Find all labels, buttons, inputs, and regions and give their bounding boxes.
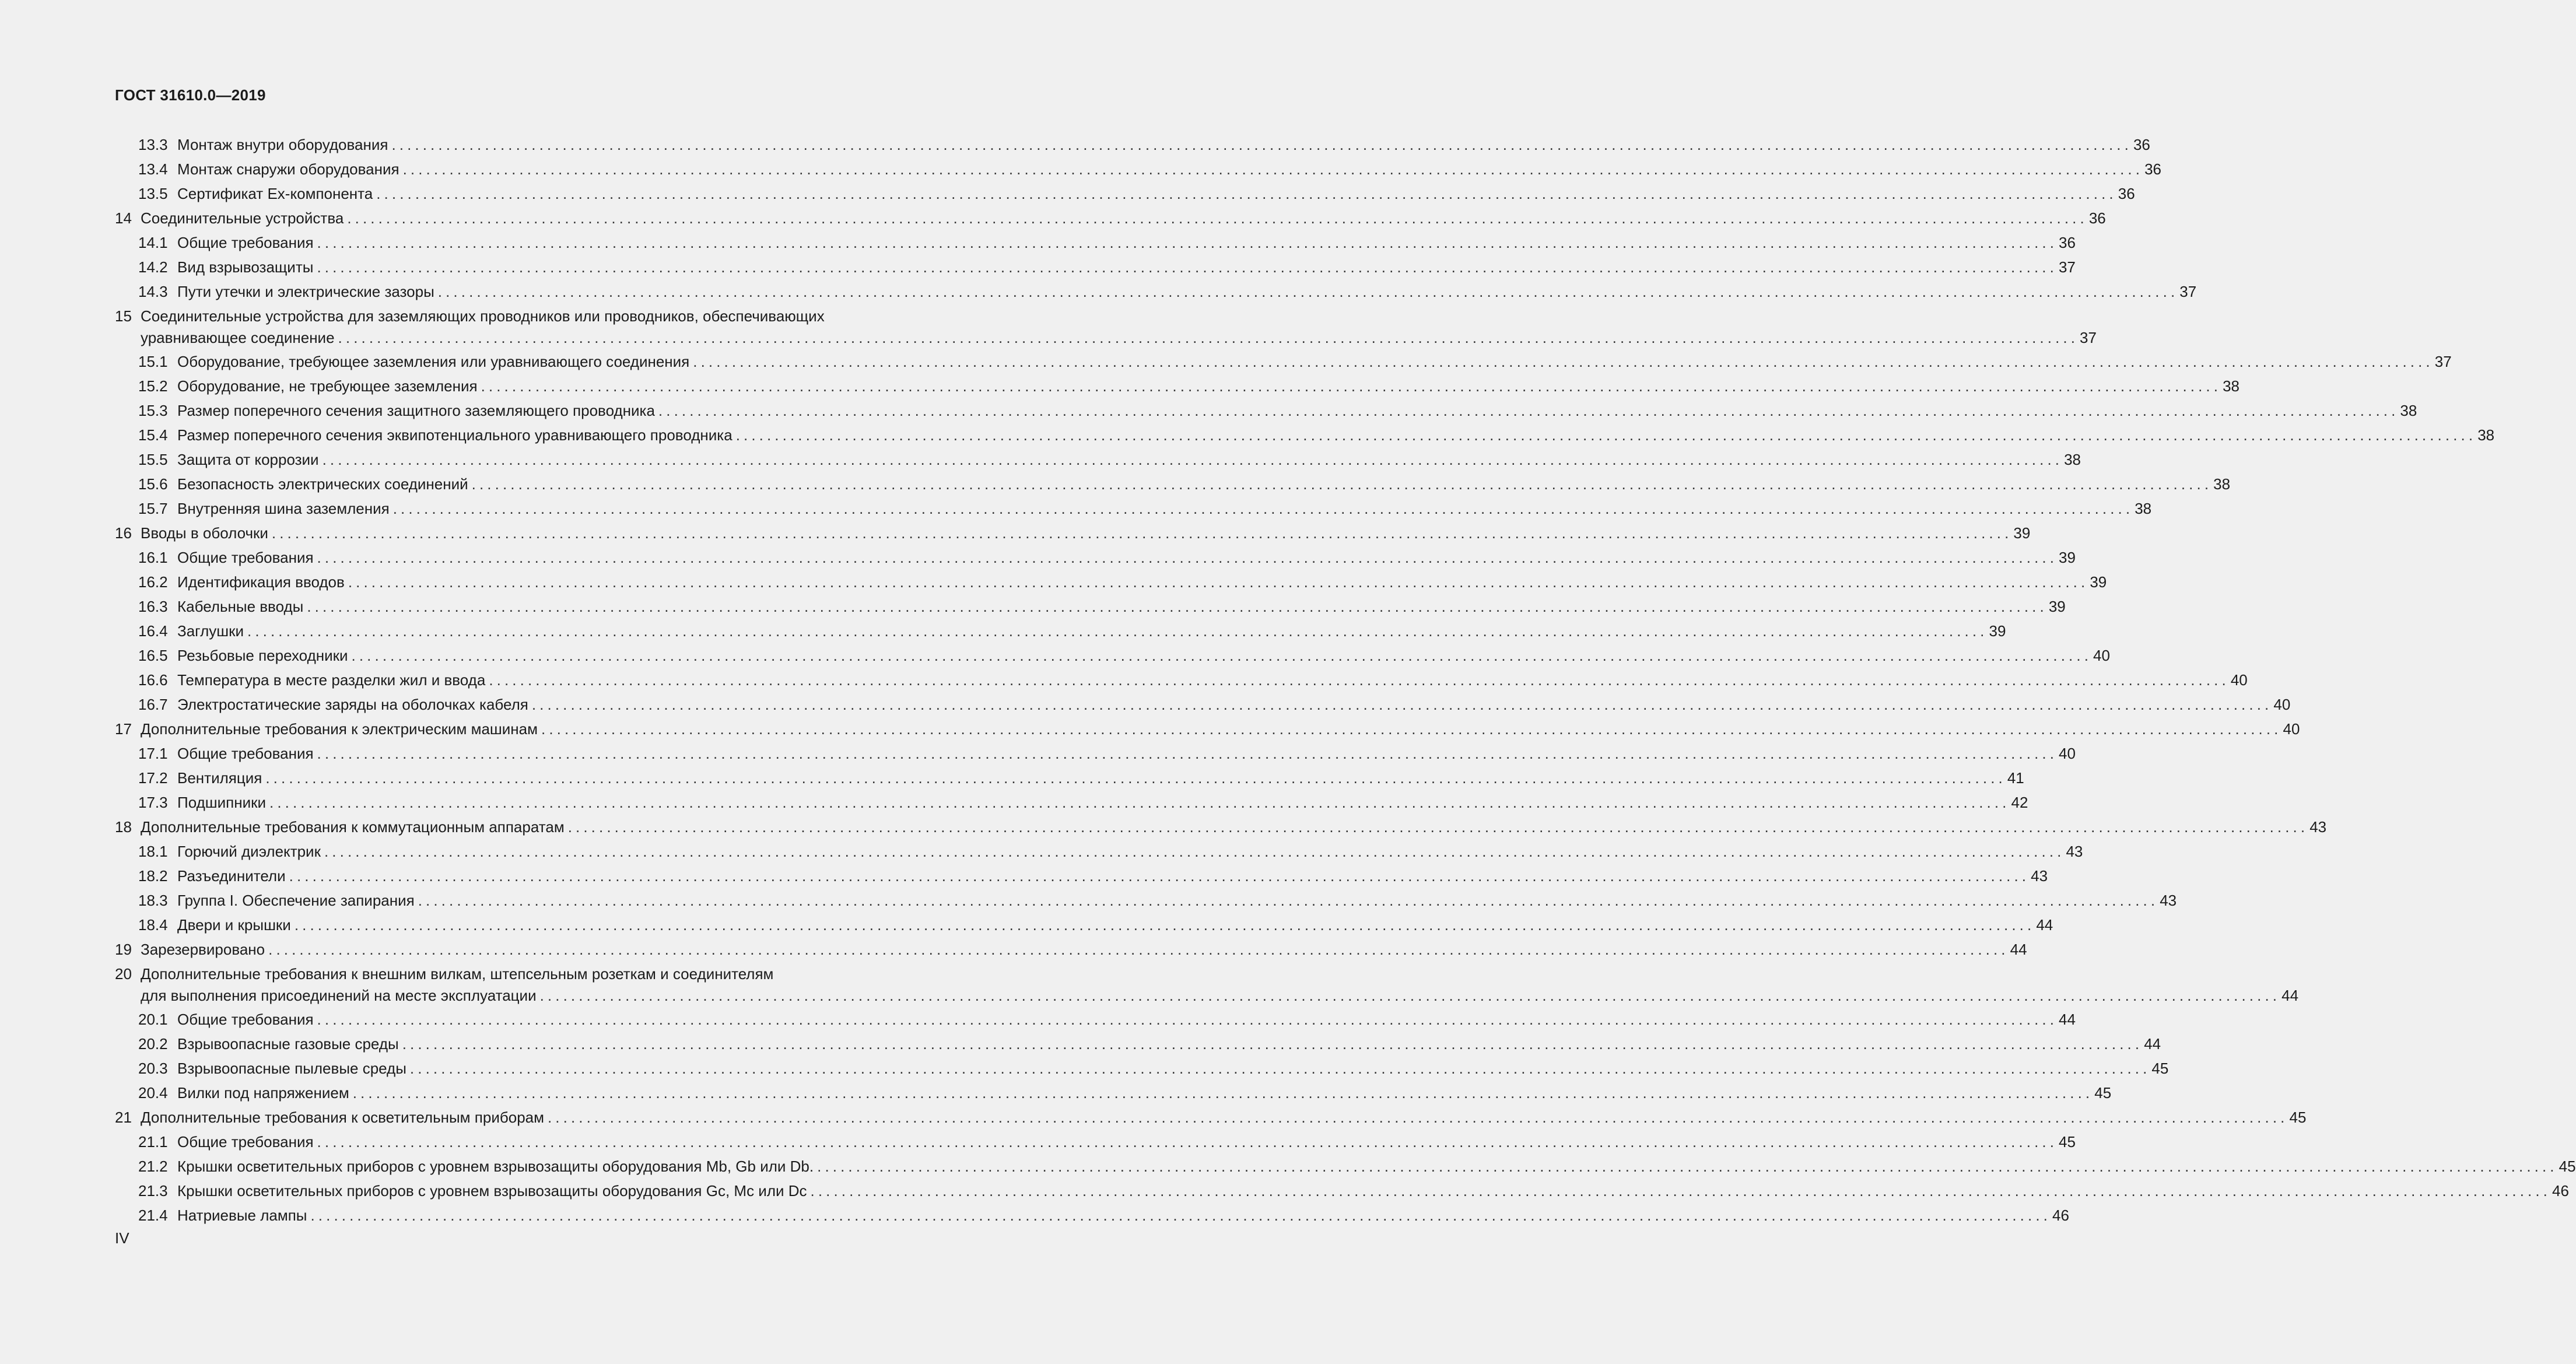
toc-entry-number: 15.2 — [138, 377, 168, 395]
toc-subsection-entry[interactable] — [115, 864, 2048, 888]
toc-entry-number: 20.4 — [138, 1084, 168, 1102]
toc-page-number: 46 — [2552, 1182, 2569, 1200]
toc-entry-number: 16.7 — [138, 696, 168, 713]
toc-entry-number: 16.3 — [138, 598, 168, 615]
dot-leader — [481, 374, 2222, 398]
toc-entry-number: 15.7 — [138, 500, 168, 517]
dot-leader — [376, 181, 2117, 206]
document-header: ГОСТ 31610.0—2019 — [115, 86, 266, 104]
dot-leader — [736, 423, 2477, 447]
toc-entry-title: Оборудование, требующее заземления или уравнивающего соединения — [177, 353, 690, 370]
toc-subsection-entry[interactable] — [115, 132, 2150, 157]
toc-entry-number: 13.4 — [138, 160, 168, 178]
toc-entry-title: Взрывоопасные пылевые среды — [177, 1060, 406, 1077]
dot-leader — [402, 1032, 2143, 1056]
toc-entry-title: Общие требования — [177, 745, 314, 762]
toc-subsection-entry[interactable] — [115, 545, 2076, 570]
dot-leader — [269, 790, 2010, 815]
toc-entry-title: Дополнительные требования к внешним вилкам, штепсельным розеткам и соединителям — [141, 965, 774, 983]
toc-page-number: 45 — [2289, 1109, 2307, 1126]
toc-entry-number: 14.3 — [138, 283, 168, 300]
dot-leader — [658, 398, 2399, 423]
toc-page-number: 45 — [2151, 1060, 2169, 1077]
toc-entry-title: Общие требования — [177, 1133, 314, 1151]
toc-page-number: 43 — [2031, 867, 2048, 885]
toc-page-number: 38 — [2135, 500, 2152, 517]
toc-entry-number: 14.1 — [138, 234, 168, 251]
dot-leader — [817, 1154, 2558, 1179]
toc-page-number: 40 — [2093, 647, 2110, 664]
toc-page-number: 37 — [2058, 258, 2076, 276]
toc-entry-title: Оборудование, не требующее заземления — [177, 377, 478, 395]
toc-page-number: 36 — [2118, 185, 2135, 202]
toc-page-number: 37 — [2179, 283, 2197, 300]
toc-page-number: 40 — [2059, 745, 2076, 762]
toc-entry-title: Общие требования — [177, 1011, 314, 1028]
dot-leader — [310, 1203, 2051, 1228]
dot-leader — [489, 668, 2230, 692]
toc-page-number: 36 — [2059, 234, 2076, 251]
toc-page-number: 39 — [1989, 622, 2006, 640]
toc-entry-title: Идентификация вводов — [177, 573, 345, 591]
toc-entry-number: 18.2 — [138, 867, 168, 885]
toc-entry-number: 15.1 — [138, 353, 168, 370]
toc-subsection-entry[interactable] — [115, 279, 2197, 304]
toc-page-number: 38 — [2064, 451, 2081, 468]
toc-page-number: 39 — [2090, 573, 2107, 591]
toc-entry-number: 21.1 — [138, 1133, 168, 1151]
toc-subsection-entry[interactable] — [115, 790, 2028, 815]
toc-subsection-entry[interactable] — [115, 1032, 2161, 1056]
toc-entry-number: 18.4 — [138, 916, 168, 934]
toc-entry-number: 18 — [115, 818, 132, 836]
dot-leader — [548, 1105, 2288, 1130]
toc-entry-title: Дополнительные требования к электрическим машинам — [141, 720, 538, 738]
toc-entry-title: Натриевые лампы — [177, 1207, 307, 1224]
toc-entry-number: 20 — [115, 965, 132, 983]
toc-page-number: 36 — [2144, 160, 2161, 178]
toc-entry-number: 19 — [115, 941, 132, 958]
toc-entry-number: 16.6 — [138, 671, 168, 689]
toc-subsection-entry[interactable] — [115, 1203, 2069, 1228]
dot-leader — [403, 157, 2144, 181]
toc-subsection-entry[interactable] — [115, 472, 2231, 496]
toc-subsection-entry[interactable] — [115, 888, 2177, 913]
toc-subsection-entry[interactable] — [115, 496, 2152, 521]
toc-page-number: 38 — [2213, 475, 2231, 493]
toc-subsection-entry[interactable] — [115, 619, 2006, 643]
toc-page-number: 40 — [2273, 696, 2291, 713]
toc-entry-title: Сертификат Ex-компонента — [177, 185, 373, 202]
toc-subsection-entry[interactable] — [115, 1081, 2112, 1105]
toc-page-number: 44 — [2010, 941, 2027, 958]
toc-page-number: 43 — [2160, 892, 2177, 909]
toc-subsection-entry[interactable] — [115, 668, 2248, 692]
toc-page-number: 38 — [2223, 377, 2239, 395]
toc-entry-number: 15.3 — [138, 402, 168, 419]
toc-entry-title: Дополнительные требования к коммутационным аппаратам — [141, 818, 565, 836]
toc-page-number: 46 — [2052, 1207, 2069, 1224]
toc-entry-title: Кабельные вводы — [177, 598, 304, 615]
toc-section-entry[interactable] — [115, 206, 2106, 230]
toc-entry-number: 21.3 — [138, 1182, 168, 1200]
dot-leader — [317, 255, 2058, 279]
dot-leader — [317, 1130, 2058, 1154]
toc-entry-number: 14.2 — [138, 258, 168, 276]
toc-subsection-entry[interactable] — [115, 447, 2081, 472]
toc-subsection-entry[interactable] — [115, 423, 2495, 447]
toc-subsection-entry[interactable] — [115, 157, 2161, 181]
toc-section-entry[interactable] — [115, 717, 2300, 741]
toc-page-number: 38 — [2477, 426, 2495, 444]
dot-leader — [391, 132, 2132, 157]
toc-entry-number: 21 — [115, 1109, 132, 1126]
toc-entry-number: 18.1 — [138, 843, 168, 860]
toc-page-number: 44 — [2144, 1035, 2161, 1053]
toc-page-number: 40 — [2283, 720, 2300, 738]
toc-section-entry[interactable] — [115, 962, 2299, 1007]
dot-leader — [307, 594, 2048, 619]
toc-entry-title: Безопасность электрических соединений — [177, 475, 468, 493]
toc-entry-number: 16.5 — [138, 647, 168, 664]
dot-leader — [418, 888, 2159, 913]
toc-page-number: 45 — [2094, 1084, 2112, 1102]
toc-entry-title: Защита от коррозии — [177, 451, 319, 468]
dot-leader — [317, 545, 2058, 570]
toc-entry-number: 21.2 — [138, 1158, 168, 1175]
toc-subsection-entry[interactable] — [115, 1130, 2076, 1154]
toc-entry-number: 18.3 — [138, 892, 168, 909]
dot-leader — [693, 349, 2434, 374]
toc-page-number: 43 — [2066, 843, 2083, 860]
dot-leader — [317, 1007, 2058, 1032]
toc-entry-number: 16 — [115, 524, 132, 542]
dot-leader — [324, 839, 2065, 864]
dot-leader — [289, 864, 2030, 888]
toc-page-number: 45 — [2559, 1158, 2576, 1175]
toc-section-entry[interactable] — [115, 304, 2097, 349]
toc-page-number: 39 — [2013, 524, 2031, 542]
toc-subsection-entry[interactable] — [115, 1179, 2569, 1203]
toc-page-number: 44 — [2281, 987, 2299, 1004]
toc-entry-number: 14 — [115, 209, 132, 227]
toc-entry-title: Зарезервировано — [141, 941, 265, 958]
dot-leader — [268, 937, 2009, 962]
dot-leader — [540, 984, 2281, 1007]
toc-entry-title: Электростатические заряды на оболочках кабеля — [177, 696, 528, 713]
toc-page-number: 36 — [2133, 136, 2150, 153]
toc-page-number: 44 — [2036, 916, 2053, 934]
toc-page-number: 43 — [2309, 818, 2327, 836]
toc-entry-title: Общие требования — [177, 549, 314, 566]
toc-entry-title: Дополнительные требования к осветительным приборам — [141, 1109, 544, 1126]
toc-entry-number: 21.4 — [138, 1207, 168, 1224]
dot-leader — [317, 741, 2058, 766]
toc-entry-title: Взрывоопасные газовые среды — [177, 1035, 399, 1053]
toc-subsection-entry[interactable] — [115, 692, 2291, 717]
dot-leader — [532, 692, 2273, 717]
toc-page-number: 39 — [2059, 549, 2076, 566]
toc-entry-title: Двери и крышки — [177, 916, 291, 934]
toc-subsection-entry[interactable] — [115, 349, 2452, 374]
toc-subsection-entry[interactable] — [115, 741, 2076, 766]
toc-entry-number: 20.1 — [138, 1011, 168, 1028]
toc-entry-number: 16.4 — [138, 622, 168, 640]
toc-subsection-entry[interactable] — [115, 839, 2083, 864]
toc-subsection-entry[interactable] — [115, 1056, 2169, 1081]
toc-section-entry[interactable] — [115, 815, 2327, 839]
toc-entry-number: 20.2 — [138, 1035, 168, 1053]
toc-section-entry[interactable] — [115, 937, 2027, 962]
toc-page-number: 37 — [2434, 353, 2452, 370]
toc-subsection-entry[interactable] — [115, 230, 2076, 255]
toc-section-entry[interactable] — [115, 521, 2031, 545]
dot-leader — [272, 521, 2013, 545]
toc-entry-number: 17 — [115, 720, 132, 738]
toc-entry-number: 20.3 — [138, 1060, 168, 1077]
toc-entry-number: 17.2 — [138, 769, 168, 787]
toc-subsection-entry[interactable] — [115, 1007, 2076, 1032]
dot-leader — [541, 717, 2282, 741]
dot-leader — [347, 206, 2088, 230]
toc-page-number: 41 — [2007, 769, 2024, 787]
toc-entry-number: 17.1 — [138, 745, 168, 762]
toc-entry-title: Монтаж внутри оборудования — [177, 136, 388, 153]
dot-leader — [352, 643, 2093, 668]
toc-entry-title: Размер поперечного сечения эквипотенциального уравнивающего проводника — [177, 426, 733, 444]
toc-entry-title-continued: уравнивающее соединение — [141, 329, 335, 346]
toc-subsection-entry[interactable] — [115, 255, 2076, 279]
toc-entry-title: Подшипники — [177, 794, 266, 811]
toc-subsection-entry[interactable] — [115, 766, 2024, 790]
toc-entry-title-continued: для выполнения присоединений на месте эксплуатации — [141, 987, 537, 1004]
toc-entry-title: Вводы в оболочки — [141, 524, 268, 542]
toc-entry-title: Размер поперечного сечения защитного заземляющего проводника — [177, 402, 655, 419]
dot-leader — [323, 447, 2063, 472]
toc-entry-title: Резьбовые переходники — [177, 647, 348, 664]
toc-page-number: 36 — [2088, 209, 2106, 227]
toc-entry-title: Соединительные устройства — [141, 209, 344, 227]
table-of-contents — [115, 132, 2576, 1228]
toc-page-number: 44 — [2059, 1011, 2076, 1028]
toc-subsection-entry[interactable] — [115, 913, 2053, 937]
toc-entry-title: Вид взрывозащиты — [177, 258, 314, 276]
toc-entry-title: Соединительные устройства для заземляющих проводников или проводников, обеспечивающих — [141, 307, 825, 325]
toc-entry-number: 17.3 — [138, 794, 168, 811]
toc-entry-title: Крышки осветительных приборов с уровнем взрывозащиты оборудования Mb, Gb или Db. — [177, 1158, 814, 1175]
dot-leader — [438, 279, 2179, 304]
toc-page-number: 39 — [2048, 598, 2066, 615]
toc-subsection-entry[interactable] — [115, 374, 2239, 398]
dot-leader — [348, 570, 2089, 594]
dot-leader — [410, 1056, 2151, 1081]
toc-entry-title: Группа I. Обеспечение запирания — [177, 892, 415, 909]
toc-entry-number: 15.5 — [138, 451, 168, 468]
dot-leader — [811, 1179, 2552, 1203]
toc-entry-title: Внутренняя шина заземления — [177, 500, 390, 517]
toc-entry-number: 13.3 — [138, 136, 168, 153]
toc-entry-title: Заглушки — [177, 622, 244, 640]
toc-entry-number: 16.2 — [138, 573, 168, 591]
dot-leader — [338, 326, 2079, 349]
toc-entry-number: 15.6 — [138, 475, 168, 493]
toc-page-number: 38 — [2400, 402, 2417, 419]
toc-subsection-entry[interactable] — [115, 594, 2066, 619]
toc-entry-number: 13.5 — [138, 185, 168, 202]
dot-leader — [247, 619, 1988, 643]
dot-leader — [353, 1081, 2094, 1105]
toc-entry-title: Горючий диэлектрик — [177, 843, 321, 860]
toc-entry-number: 16.1 — [138, 549, 168, 566]
dot-leader — [265, 766, 2006, 790]
toc-section-entry[interactable] — [115, 1105, 2307, 1130]
toc-entry-title: Крышки осветительных приборов с уровнем взрывозащиты оборудования Gc, Mc или Dc — [177, 1182, 807, 1200]
toc-page-number: 40 — [2230, 671, 2248, 689]
dot-leader — [472, 472, 2213, 496]
toc-subsection-entry[interactable] — [115, 570, 2107, 594]
dot-leader — [393, 496, 2134, 521]
toc-entry-title: Вентиляция — [177, 769, 262, 787]
toc-subsection-entry[interactable] — [115, 1154, 2576, 1179]
toc-page-number: 45 — [2059, 1133, 2076, 1151]
toc-page-number: 42 — [2011, 794, 2028, 811]
dot-leader — [568, 815, 2309, 839]
toc-subsection-entry[interactable] — [115, 643, 2110, 668]
toc-entry-number: 15 — [115, 307, 132, 325]
toc-subsection-entry[interactable] — [115, 181, 2135, 206]
toc-entry-title: Вилки под напряжением — [177, 1084, 349, 1102]
toc-entry-title: Общие требования — [177, 234, 314, 251]
toc-entry-title: Разъединители — [177, 867, 286, 885]
toc-entry-title: Температура в месте разделки жил и ввода — [177, 671, 486, 689]
toc-entry-title: Пути утечки и электрические зазоры — [177, 283, 434, 300]
toc-page-number: 37 — [2080, 329, 2097, 346]
toc-subsection-entry[interactable] — [115, 398, 2417, 423]
dot-leader — [295, 913, 2035, 937]
toc-entry-title: Монтаж снаружи оборудования — [177, 160, 399, 178]
toc-entry-number: 15.4 — [138, 426, 168, 444]
page-number: IV — [115, 1229, 129, 1247]
dot-leader — [317, 230, 2058, 255]
